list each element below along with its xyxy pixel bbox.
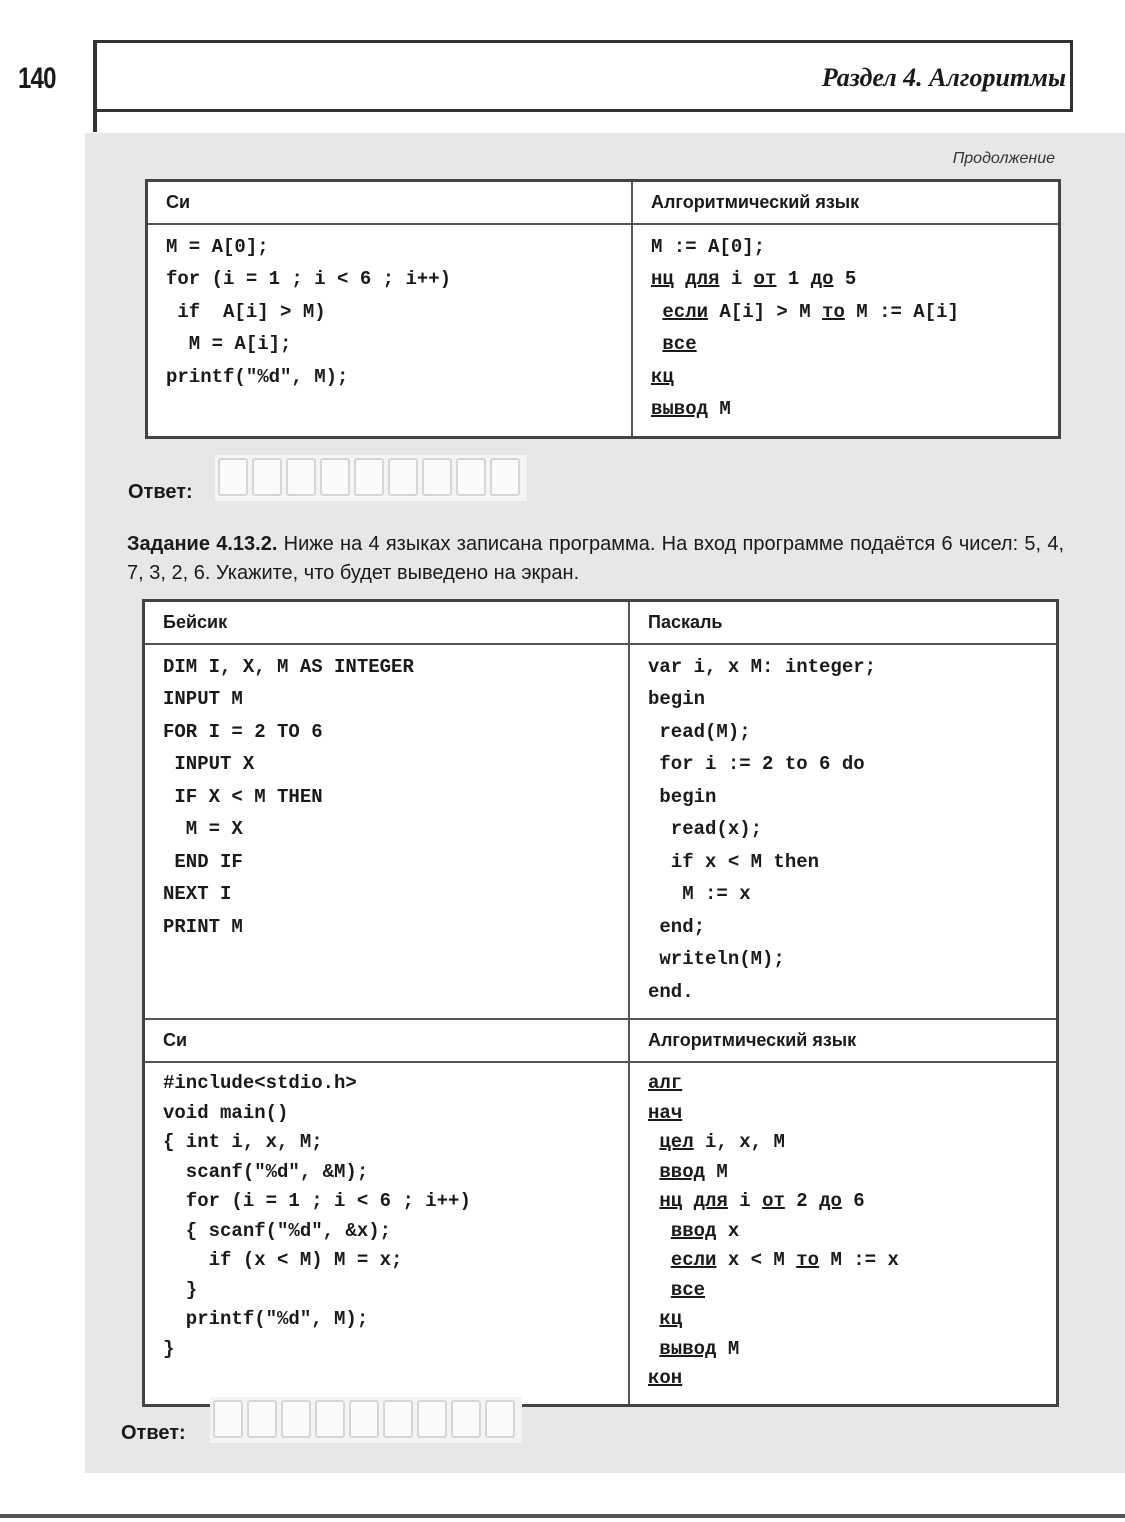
answer-cell[interactable] — [383, 1400, 413, 1438]
page-bottom-rule — [0, 1514, 1125, 1518]
code-text: M — [708, 398, 731, 420]
c-code-cell — [147, 224, 633, 438]
code-line — [651, 263, 1058, 296]
pascal-code — [630, 645, 1056, 1019]
code-line: begin — [648, 785, 717, 808]
code-line — [648, 1335, 1056, 1365]
keyword: от — [753, 268, 777, 290]
keyword: все — [670, 1278, 706, 1301]
code-text: x — [716, 1219, 740, 1242]
keyword: если — [670, 1249, 717, 1271]
answer-cell[interactable] — [252, 458, 282, 496]
keyword: до — [810, 268, 834, 290]
code-text: 1 — [776, 268, 811, 290]
code-line: { scanf("%d", &x); — [163, 1219, 392, 1242]
task-number: Задание 4.13.2. — [127, 533, 278, 555]
code-line: } — [163, 1278, 198, 1301]
code-line: M = A[0]; — [166, 235, 269, 258]
answer-cell[interactable] — [490, 458, 520, 496]
answer-cell[interactable] — [320, 458, 350, 496]
code-line: printf("%d", M); — [166, 365, 349, 388]
answer-cell[interactable] — [485, 1400, 515, 1438]
code-line: INPUT M — [163, 688, 243, 710]
c-code-cell — [144, 1062, 630, 1405]
code-line: read(x); — [648, 818, 763, 840]
code-line: void main() — [163, 1101, 289, 1124]
algo-code — [630, 1063, 1056, 1404]
code-line: M := A[0]; — [651, 235, 766, 258]
code-line: PRINT M — [163, 915, 243, 938]
keyword: ввод — [670, 1219, 717, 1242]
answer-cell[interactable] — [281, 1400, 311, 1438]
code-line: M = X — [163, 818, 243, 840]
header-c: Си — [147, 181, 633, 224]
algo-code-cell — [632, 224, 1060, 438]
code-line — [651, 361, 1058, 394]
answer-cell[interactable] — [213, 1400, 243, 1438]
answer-cell[interactable] — [417, 1400, 447, 1438]
answer-cell[interactable] — [456, 458, 486, 496]
header-basic: Бейсик — [144, 601, 630, 644]
code-line — [648, 1305, 1056, 1335]
keyword: кц — [659, 1308, 683, 1330]
keyword: для — [685, 268, 720, 290]
code-line: INPUT X — [163, 753, 255, 775]
task-statement — [127, 530, 1064, 588]
answer-cell[interactable] — [422, 458, 452, 496]
code-line: } — [163, 1337, 175, 1360]
code-line: NEXT I — [163, 883, 232, 905]
answer-cell[interactable] — [354, 458, 384, 496]
code-line: end. — [648, 980, 694, 1003]
continued-label: Продолжение — [952, 150, 1055, 167]
answer-cell[interactable] — [218, 458, 248, 496]
c-code — [145, 1063, 628, 1374]
answer-label: Ответ: — [121, 1422, 186, 1444]
keyword: цел — [659, 1131, 694, 1153]
keyword: то — [796, 1249, 820, 1271]
code-line: for (i = 1 ; i < 6 ; i++) — [163, 1190, 471, 1212]
algo-code-cell — [629, 1062, 1058, 1405]
code-table-continued — [145, 179, 1061, 439]
keyword: ввод — [659, 1160, 706, 1183]
header-pascal: Паскаль — [629, 601, 1058, 644]
code-line — [648, 1069, 1056, 1099]
header-algo: Алгоритмический язык — [632, 181, 1060, 224]
basic-code-cell — [144, 644, 630, 1020]
code-text: 5 — [833, 268, 857, 290]
code-line: FOR I = 2 TO 6 — [163, 720, 323, 743]
keyword: нц — [651, 268, 674, 290]
algo-code — [633, 225, 1058, 436]
pascal-code-cell — [629, 644, 1058, 1020]
code-line — [651, 393, 1058, 426]
code-line: var i, x M: integer; — [648, 655, 877, 678]
code-text: i — [719, 268, 754, 290]
code-text: M — [705, 1160, 728, 1183]
keyword: кон — [648, 1367, 683, 1389]
header-algo: Алгоритмический язык — [629, 1019, 1058, 1062]
task-text: Ниже на 4 языках записана программа. На вход программе подаётся 6 чисел: 5, 4, 7, 3, 2, 6. Укажите, что будет выведено на экран. — [127, 533, 1065, 584]
code-line: read(M); — [648, 720, 751, 743]
code-line — [648, 1187, 1056, 1217]
code-text: M — [716, 1337, 740, 1360]
code-line: M := x — [648, 883, 751, 905]
code-line: { int i, x, M; — [163, 1131, 323, 1153]
code-line — [648, 1246, 1056, 1276]
code-line: DIM I, X, M AS INTEGER — [163, 655, 414, 678]
keyword: вывод — [651, 398, 709, 420]
code-text: A[i] > M — [708, 300, 823, 323]
code-line: for i := 2 to 6 do — [648, 753, 865, 775]
code-text: M := x — [819, 1249, 899, 1271]
section-title: Раздел 4. Алгоритмы — [821, 63, 1066, 92]
code-line — [648, 1158, 1056, 1188]
code-line — [651, 328, 1058, 361]
code-text: i, x, M — [693, 1131, 785, 1153]
answer-cell[interactable] — [349, 1400, 379, 1438]
keyword: то — [822, 300, 845, 323]
code-line: M = A[i]; — [166, 333, 292, 355]
answer-cell[interactable] — [451, 1400, 481, 1438]
section-header — [93, 40, 1073, 112]
header-c: Си — [144, 1019, 630, 1062]
keyword: алг — [648, 1072, 683, 1094]
keyword: нц — [659, 1190, 683, 1212]
code-text: M := A[i] — [844, 300, 959, 323]
answer-cell[interactable] — [388, 458, 418, 496]
code-line — [648, 1217, 1056, 1247]
code-line: if (x < M) M = x; — [163, 1249, 403, 1271]
code-line — [648, 1128, 1056, 1158]
basic-code — [145, 645, 628, 954]
code-line — [651, 296, 1058, 329]
code-line: for (i = 1 ; i < 6 ; i++) — [166, 268, 452, 290]
header-rule — [93, 112, 97, 132]
keyword: от — [762, 1190, 785, 1212]
page-number: 140 — [18, 62, 56, 95]
code-text: 2 — [784, 1190, 820, 1212]
code-text: 6 — [841, 1190, 865, 1212]
code-line: writeln(M); — [648, 948, 785, 970]
answer-cell[interactable] — [247, 1400, 277, 1438]
code-line: END IF — [163, 850, 243, 873]
answer-cell[interactable] — [315, 1400, 345, 1438]
c-code — [148, 225, 631, 404]
code-line: IF X < M THEN — [163, 785, 323, 808]
code-line: #include<stdio.h> — [163, 1072, 357, 1094]
code-line — [648, 1099, 1056, 1129]
keyword: если — [662, 300, 709, 323]
keyword: нач — [648, 1101, 683, 1124]
code-table-four-languages — [142, 599, 1059, 1407]
code-line: if A[i] > M) — [166, 300, 326, 323]
keyword: все — [662, 333, 697, 355]
code-line — [648, 1276, 1056, 1306]
keyword: для — [693, 1190, 728, 1212]
code-line: printf("%d", M); — [163, 1308, 369, 1330]
code-line: begin — [648, 688, 706, 710]
code-text: x < M — [716, 1249, 797, 1271]
keyword: кц — [651, 365, 674, 388]
answer-boxes[interactable] — [215, 455, 527, 501]
code-line: end; — [648, 915, 706, 938]
code-text: i — [727, 1190, 763, 1212]
answer-cell[interactable] — [286, 458, 316, 496]
code-line: if x < M then — [648, 850, 820, 873]
answer-boxes[interactable] — [210, 1397, 522, 1443]
code-line: scanf("%d", &M); — [163, 1160, 369, 1183]
code-line — [648, 1364, 1056, 1394]
answer-label: Ответ: — [128, 481, 193, 503]
keyword: до — [819, 1190, 842, 1212]
keyword: вывод — [659, 1337, 717, 1360]
